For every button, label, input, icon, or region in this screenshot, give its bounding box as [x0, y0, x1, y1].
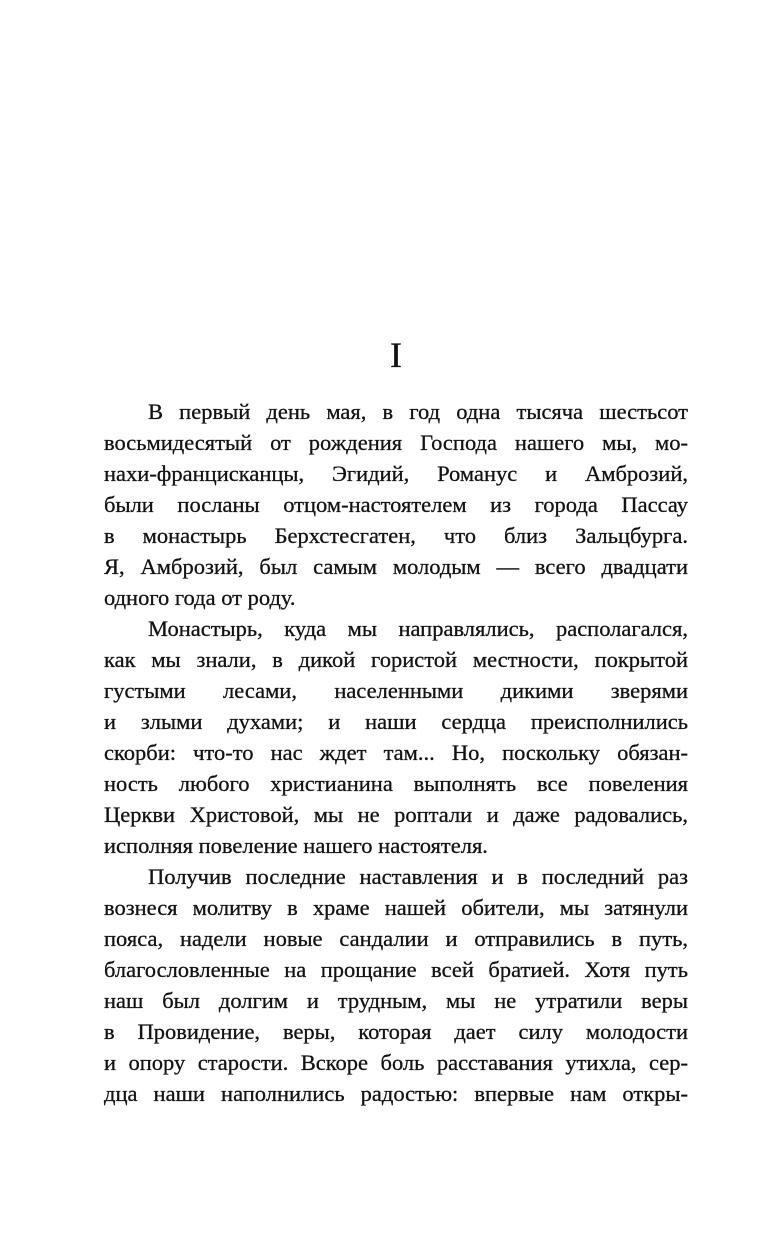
text-block: [104, 396, 688, 1109]
text-line: В первый день мая, в год одна тысяча шестьсот: [148, 399, 688, 424]
text-line: благословленные на прощание всей братией. Хотя путь: [104, 957, 688, 982]
text-line: пояса, надели новые сандалии и отправились в путь,: [104, 926, 688, 951]
text-line: наш был долгим и трудным, мы не утратили веры: [104, 988, 688, 1013]
paragraph-3: [104, 861, 688, 1109]
text-line: Монастырь, куда мы направлялись, располагался,: [148, 616, 688, 641]
text-line: дца наши наполнились радостью: впервые нам откры-: [104, 1081, 688, 1106]
text-line: в Провидение, веры, которая дает силу молодости: [104, 1019, 688, 1044]
text-line: и опору старости. Вскоре боль расставания утихла, сер-: [104, 1050, 688, 1075]
text-line: Получив последние наставления и в последний раз: [148, 864, 688, 889]
text-line: как мы знали, в дикой гористой местности, покрытой: [104, 647, 688, 672]
paragraph-2: [104, 613, 688, 861]
text-line: одного года от роду.: [104, 585, 296, 610]
text-line: ность любого христианина выполнять все повеления: [104, 771, 688, 796]
text-line: восьмидесятый от рождения Господа нашего мы, мо-: [104, 430, 688, 455]
text-line: скорби: что-то нас ждет там... Но, поскольку обязан-: [104, 740, 688, 765]
chapter-heading: I: [390, 335, 402, 375]
paragraph-1: [104, 396, 688, 613]
text-line: в монастырь Берхстесгатен, что близ Зальцбурга.: [104, 523, 688, 548]
text-line: и злыми духами; и наши сердца преисполнились: [104, 709, 688, 734]
text-line: густыми лесами, населенными дикими зверями: [104, 678, 688, 703]
text-line: нахи-францисканцы, Эгидий, Романус и Амброзий,: [104, 461, 688, 486]
text-line: Я, Амброзий, был самым молодым — всего двадцати: [104, 554, 688, 579]
text-line: Церкви Христовой, мы не роптали и даже радовались,: [104, 802, 688, 827]
text-line: исполняя повеление нашего настоятеля.: [104, 833, 488, 858]
text-line: вознеся молитву в храме нашей обители, мы затянули: [104, 895, 688, 920]
text-line: были посланы отцом-настоятелем из города Пассау: [104, 492, 688, 517]
